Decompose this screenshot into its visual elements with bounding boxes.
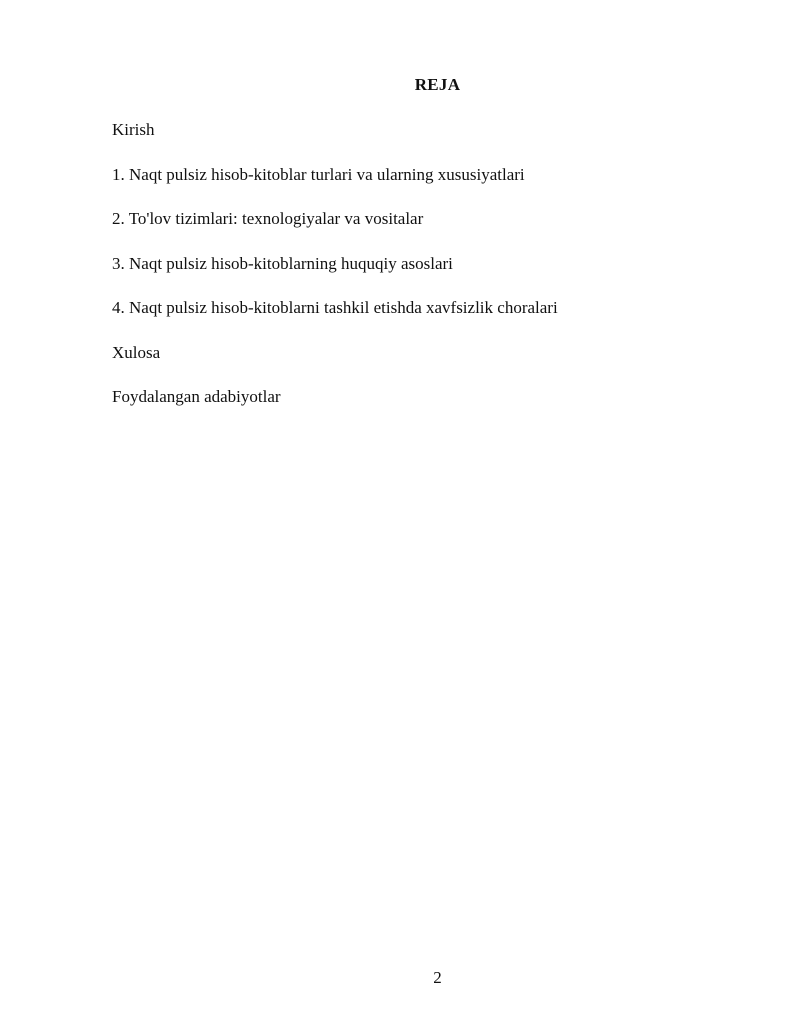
toc-item-section-2: 2. To'lov tizimlari: texnologiyalar va vositalar [112,209,424,228]
table-of-contents [112,120,558,432]
toc-item-introduction: Kirish [112,120,155,139]
toc-item-section-4: 4. Naqt pulsiz hisob-kitoblarni tashkil etishda xavfsizlik choralari [112,298,558,317]
toc-item-references: Foydalangan adabiyotlar [112,387,281,406]
toc-item-conclusion: Xulosa [112,342,161,362]
toc-item-section-3: 3. Naqt pulsiz hisob-kitoblarning huquqiy asoslari [112,253,453,273]
toc-item-section-1: 1. Naqt pulsiz hisob-kitoblar turlari va ularning xususiyatlari [112,164,525,184]
page-number: 2 [433,968,442,987]
page-title: REJA [414,75,461,94]
